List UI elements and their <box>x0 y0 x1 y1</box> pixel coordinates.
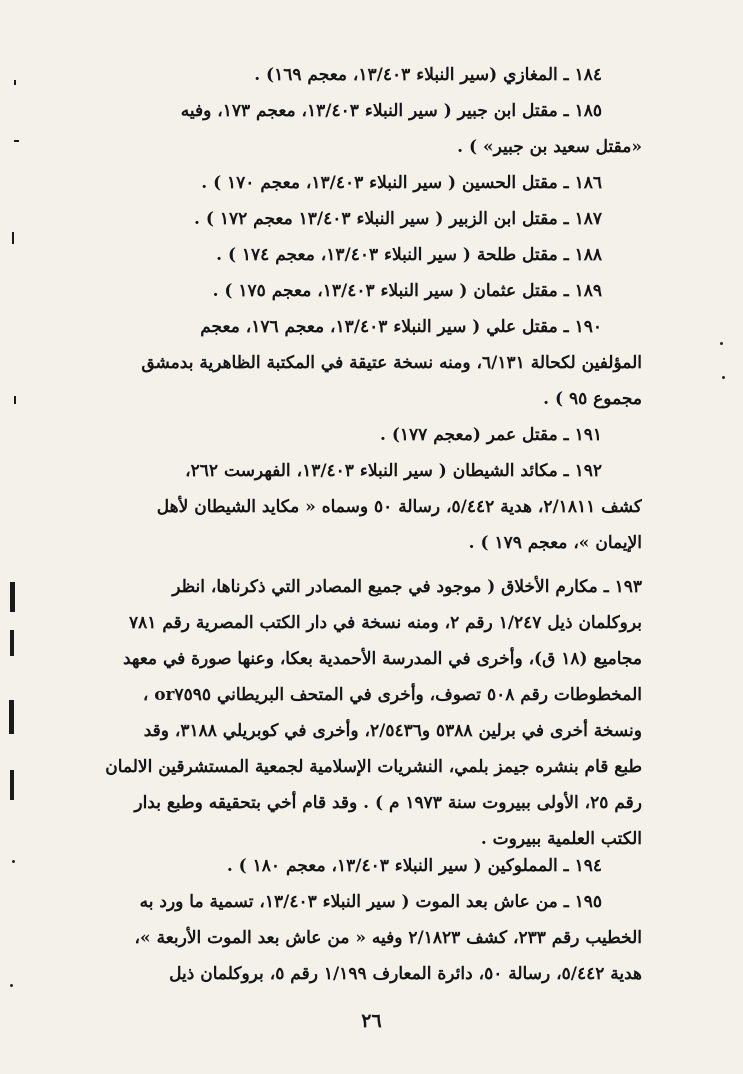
entry-193 <box>78 569 642 857</box>
entry-line: المؤلفين لكحالة ٦/١٣١، ومنه نسخة عتيقة في المكتبة الظاهرية بدمشق <box>141 353 642 373</box>
entry-line: ونسخة أخرى في برلين ٥٣٨٨ و٢/٥٤٣٦، وأخرى في كوبريلي ٣١٨٨، وقد <box>143 721 642 741</box>
entry-190 <box>78 309 642 417</box>
entry-line: ١٩٠ ـ مقتل علي ( سير النبلاء ١٣/٤٠٣، معجم ١٧٦، معجم <box>200 317 602 337</box>
entry-line: طبع قام بنشره جيمز بلمي، النشريات الإسلامية لجمعية المستشرقين الالمان <box>105 757 642 777</box>
entry-line: ١٩٣ ـ مكارم الأخلاق ( موجود في جميع المصادر التي ذكرناها، انظر <box>172 577 642 597</box>
entry-line: المخطوطات رقم ٥٠٨ تصوف، وأخرى في المتحف البريطاني or٧٥٩٥ ، <box>142 685 642 705</box>
margin-mark <box>10 630 14 656</box>
entry-line: ١٩١ ـ مقتل عمر (معجم ١٧٧) . <box>380 425 602 445</box>
entry-line: رقم ٢٥، الأولى ببيروت سنة ١٩٧٣ م ) . وقد قام أخي بتحقيقه وطبع بدار <box>134 793 642 813</box>
entries-block <box>78 57 642 561</box>
entry-195 <box>78 884 642 992</box>
entry-line: بروكلمان ذيل ١/٢٤٧ رقم ٢، ومنه نسخة في دار الكتب المصرية رقم ٧٨١ <box>129 613 642 633</box>
margin-mark <box>9 700 14 734</box>
entries-block-2 <box>78 569 642 857</box>
margin-speck <box>12 860 15 863</box>
margin-mark <box>10 582 15 612</box>
entry-line: مجاميع (١٨ ق)، وأخرى في المدرسة الأحمدية بعكا، وعنها صورة في معهد <box>122 649 642 669</box>
entry-185 <box>78 93 642 165</box>
entry-line: ١٨٩ ـ مقتل عثمان ( سير النبلاء ١٣/٤٠٣، معجم ١٧٥ ) . <box>212 281 602 301</box>
page-number: ٢٦ <box>361 1010 382 1032</box>
entries-block-3 <box>78 848 642 992</box>
entry-184 <box>78 57 642 93</box>
entry-line: هدية ٥/٤٤٢، رسالة ٥٠، دائرة المعارف ١/١٩٩ رقم ٥، بروكلمان ذيل <box>169 964 642 984</box>
entry-189 <box>78 273 642 309</box>
margin-mark <box>14 80 16 85</box>
entry-line: كشف ٢/١٨١١، هدية ٥/٤٤٢، رسالة ٥٠ وسماه « مكايد الشيطان لأهل <box>156 497 642 517</box>
entry-line: ١٩٥ ـ من عاش بعد الموت ( سير النبلاء ١٣/٤٠٣، تسمية ما ورد به <box>139 892 602 912</box>
entry-line: «مقتل سعيد بن جبير» ) . <box>457 137 642 157</box>
margin-mark <box>14 140 19 142</box>
entry-line: مجموع ٩٥ ) . <box>543 389 642 409</box>
entry-line: الكتب العلمية ببيروت . <box>480 829 642 849</box>
entry-line: ١٨٧ ـ مقتل ابن الزبير ( سير النبلاء ١٣/٤٠٣ معجم ١٧٢ ) . <box>194 209 602 229</box>
entry-line: ١٨٤ ـ المغازي (سير النبلاء ١٣/٤٠٣، معجم ١٦٩) . <box>254 65 602 85</box>
margin-mark <box>14 396 16 404</box>
margin-speck <box>722 376 725 379</box>
margin-mark <box>10 770 14 800</box>
entry-187 <box>78 201 642 237</box>
margin-speck <box>720 342 723 345</box>
entry-192 <box>78 453 642 561</box>
margin-mark <box>12 232 14 244</box>
entry-line: الخطيب رقم ٢٣٣، كشف ٢/١٨٢٣ وفيه « من عاش بعد الموت الأربعة »، <box>134 928 642 948</box>
entry-line: الإيمان »، معجم ١٧٩ ) . <box>468 533 642 553</box>
entry-line: ١٨٦ ـ مقتل الحسين ( سير النبلاء ١٣/٤٠٣، معجم ١٧٠ ) . <box>201 173 602 193</box>
entry-line: ١٨٨ ـ مقتل طلحة ( سير النبلاء ١٣/٤٠٣، معجم ١٧٤ ) . <box>216 245 602 265</box>
margin-speck <box>10 984 13 987</box>
entry-191 <box>78 417 642 453</box>
entry-line: ١٨٥ ـ مقتل ابن جبير ( سير النبلاء ١٣/٤٠٣، معجم ١٧٣، وفيه <box>180 101 602 121</box>
entry-186 <box>78 165 642 201</box>
entry-194 <box>78 848 642 884</box>
entry-line: ١٩٢ ـ مكائد الشيطان ( سير النبلاء ١٣/٤٠٣، الفهرست ٢٦٢، <box>185 461 602 481</box>
entry-line: ١٩٤ ـ المملوكين ( سير النبلاء ١٣/٤٠٣، معجم ١٨٠ ) . <box>226 856 602 876</box>
entry-188 <box>78 237 642 273</box>
